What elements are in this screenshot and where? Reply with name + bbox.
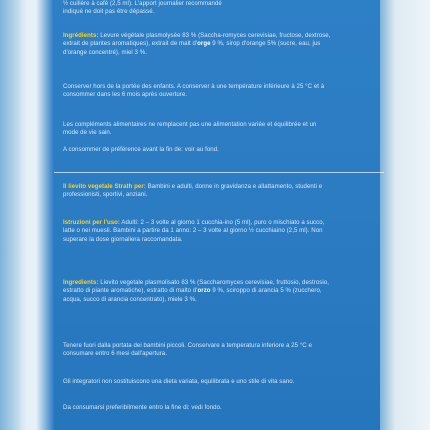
- it-target-group: Il lievito vegetale Strath per: Bambini e adulti, donne in gravidanza e allattamento, studenti e professionisti, sportivi, anziani.: [63, 183, 323, 199]
- it-for-label: Il lievito vegetale Strath per:: [63, 183, 146, 190]
- it-ingredients: Ingredients: Lievito vegetale plasmolisato 83 % (Saccharomyces cerevisiae, fruttosio, destrosio, estratto di piante aromatiche), estratto di malto d'orzo 9 %, sciroppo di arancia 5 % (zucchero, acqua, succo di arancia concentrato), miele 3 %.: [63, 279, 329, 303]
- it-storage: Tenere fuori dalla portata dei bambini piccoli. Conservare a temperatura inferiore a 25 °C e consumare entro 6 mesi dall'apertura.: [63, 342, 312, 358]
- it-usage-label: Istruzioni per l'uso:: [63, 219, 121, 226]
- it-supplements: Gli integratori non sostituiscono una dieta variata, equilibrata e uno stile di vita sano.: [63, 378, 295, 385]
- fr-intro: ½ cuillère à café (2,5 ml). L'apport journalier recommandé indiqué ne doit pas être dépassé.: [63, 0, 222, 16]
- fr-ingredients-label: Ingrédients:: [63, 32, 99, 39]
- blue-label-panel: [54, 0, 384, 430]
- fr-ingredients: Ingrédients: Levure végétale plasmolysée 83 % (Saccha-romyces cerevisiae, fructose, dextrose, extrait de plantes aromatiques), extrait de malt d'orge 9 %, sirop d'orange 5% (sucre, eau, jus d'orange concentré), miel 3 %.: [63, 32, 331, 56]
- white-background-edge: [380, 0, 430, 430]
- section-divider: [54, 172, 384, 173]
- it-usage: Istruzioni per l'uso: Adulti: 2 – 3 volte al giorno 1 cucchia-ino (5 ml), puro o mischiato a succo, latte o nei muesli. Bambini a partire da 1 anno: 2 – 3 volte al giorno ½ cucchiaino (2,5 ml). Non superare la dose giornaliera raccomandata.: [63, 219, 325, 243]
- it-best-before: Da consumarsi preferibilmente entro la fine di: vedi fondo.: [63, 404, 222, 411]
- glass-bottle-edge: [18, 0, 36, 430]
- fr-best-before: A consommer de préférence avant la fin de: voir au fond.: [63, 146, 219, 153]
- fr-storage: Conserver hors de la portée des enfants. A conserver à une température inférieure à 25 °C et à consommer dans les 6 mois après ouverture.: [63, 83, 325, 99]
- it-ingredients-label: Ingredients:: [63, 279, 99, 286]
- fr-supplements: Les compléments alimentaires ne remplacent pas une alimentation variée et équilibrée et un mode de vie sain.: [63, 121, 317, 137]
